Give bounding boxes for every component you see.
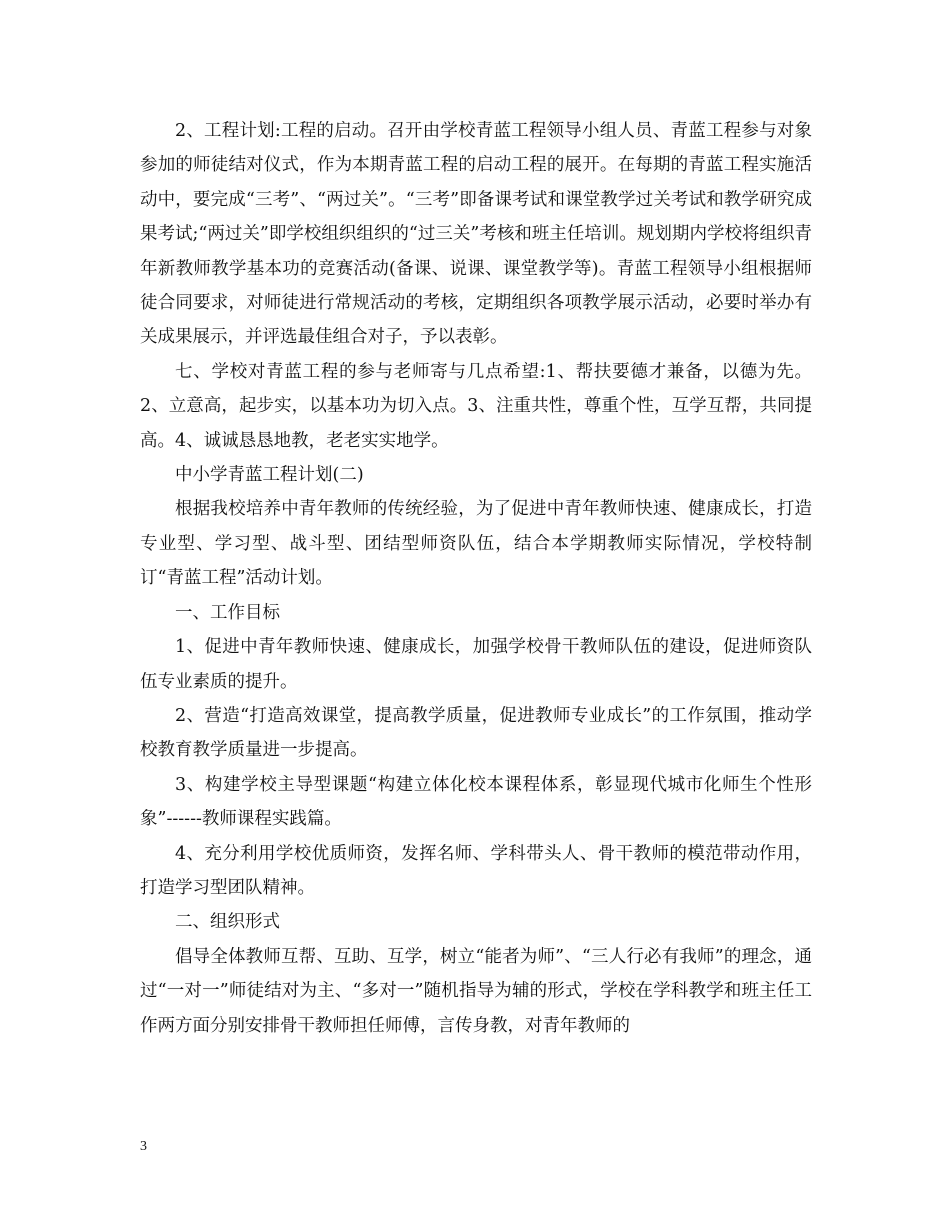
section-heading-plan-two: 中小学青蓝工程计划(二) bbox=[175, 465, 364, 486]
page-number: 3 bbox=[140, 1139, 147, 1154]
document-body bbox=[140, 114, 812, 1043]
section-heading-goals: 一、工作目标 bbox=[175, 602, 280, 623]
paragraph-organization: 倡导全体教师互帮、互助、互学，树立“能者为师”、“三人行必有我师”的理念，通过“一对一”师徒结对为主、“多对一”随机指导为辅的形式，学校在学科教学和班主任工作两方面分别安排骨干教师担任师傅，言传身教，对青年教师的 bbox=[140, 946, 812, 1036]
paragraph-expectations: 七、学校对青蓝工程的参与老师寄与几点希望:1、帮扶要德才兼备，以德为先。2、立意高，起步实，以基本功为切入点。3、注重共性，尊重个性，互学互帮，共同提高。4、诚诚恳恳地教，老老实实地学。 bbox=[140, 361, 812, 451]
section-heading-organization: 二、组织形式 bbox=[175, 912, 280, 933]
paragraph-goal-3: 3、构建学校主导型课题“构建立体化校本课程体系，彰显现代城市化师生个性形象”------教师课程实践篇。 bbox=[140, 774, 812, 830]
paragraph-goal-4: 4、充分利用学校优质师资，发挥名师、学科带头人、骨干教师的模范带动作用，打造学习型团队精神。 bbox=[140, 843, 812, 898]
paragraph-introduction: 根据我校培养中青年教师的传统经验，为了促进中青年教师快速、健康成长，打造专业型、学习型、战斗型、团结型师资队伍，结合本学期教师实际情况，学校特制订“青蓝工程”活动计划。 bbox=[140, 499, 812, 589]
paragraph-project-plan: 2、工程计划:工程的启动。召开由学校青蓝工程领导小组人员、青蓝工程参与对象参加的师徒结对仪式，作为本期青蓝工程的启动工程的展开。在每期的青蓝工程实施活动中，要完成“三考”、“两过关”。“三考”即备课考试和课堂教学过关考试和教学研究成果考试;“两过关”即学校组织组织的“过三关”考核和班主任培训。规划期内学校将组织青年新教师教学基本功的竞赛活动(备课、说课、课堂教学等)。青蓝工程领导小组根据师徒合同要求，对师徒进行常规活动的考核，定期组织各项教学展示活动，必要时举办有关成果展示，并评选最佳组合对子，予以表彰。 bbox=[140, 121, 812, 348]
paragraph-goal-2: 2、营造“打造高效课堂，提高教学质量，促进教师专业成长”的工作氛围，推动学校教育教学质量进一步提高。 bbox=[140, 705, 812, 761]
paragraph-goal-1: 1、促进中青年教师快速、健康成长，加强学校骨干教师队伍的建设，促进师资队伍专业素质的提升。 bbox=[140, 637, 812, 692]
